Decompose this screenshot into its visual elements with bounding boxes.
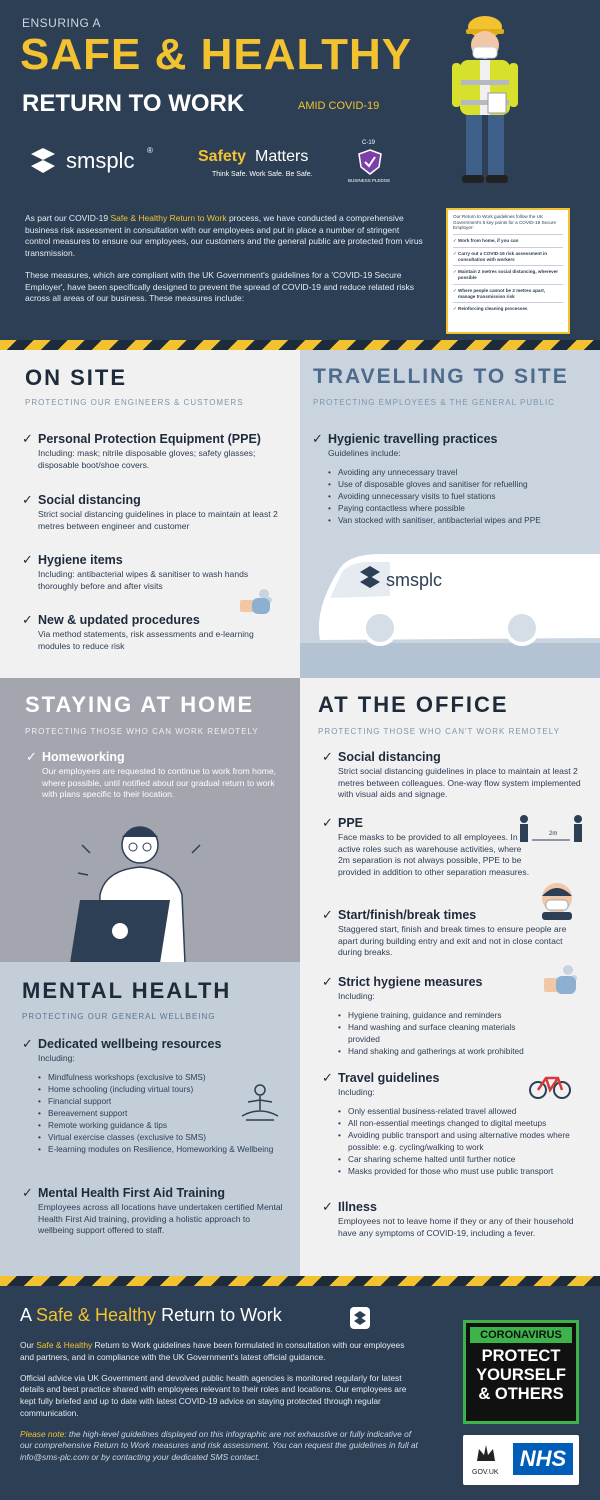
footer-note-label: Please note: bbox=[20, 1428, 67, 1439]
mental-item-firstaid-heading: ✓ Mental Health First Aid Training bbox=[22, 1186, 287, 1200]
travel-guideline-item: • Avoiding public transport and using alternative modes where possible: e.g. cycling/walking to work bbox=[338, 1129, 597, 1153]
office-travel-list bbox=[322, 1105, 597, 1177]
header-subheadline: RETURN TO WORK bbox=[22, 90, 245, 117]
sms-logo-text: smsplc bbox=[66, 148, 135, 173]
coronavirus-badge bbox=[463, 1320, 579, 1424]
travel-item-text: Guidelines include: bbox=[328, 448, 401, 458]
card-list-item: ✓ Reinforcing cleaning processes bbox=[453, 302, 563, 315]
mental-list-item: • Home schooling (including virtual tours) bbox=[38, 1083, 282, 1095]
handwash-icon bbox=[540, 962, 582, 1004]
header-headline: SAFE & HEALTHY bbox=[20, 30, 413, 79]
travel-guideline-item: • Only essential business-related travel allowed bbox=[338, 1105, 597, 1117]
card-intro: Our Return to Work guidelines follow the UK Government's 5 key points for a COVID-19 Secure Employer: bbox=[453, 214, 557, 231]
travel-subtitle: PROTECTING EMPLOYEES & THE GENERAL PUBLIC bbox=[313, 398, 555, 407]
logo-row bbox=[22, 140, 442, 190]
sms-logo-icon bbox=[27, 146, 59, 176]
gov-nhs-badge bbox=[463, 1435, 579, 1485]
mental-title: MENTAL HEALTH bbox=[22, 978, 232, 1003]
intro-p1b: process, we have conducted a comprehensive business risk assessment in consultation with our employees and put in place a number of stringent control measures to ensure our employees, our customers and the general public are protected from virus transmission. bbox=[25, 213, 423, 259]
onsite-item-procedures-text: Via method statements, risk assessments and e-learning modules to reduce risk bbox=[38, 629, 254, 651]
mental-list-item: • Financial support bbox=[38, 1095, 282, 1107]
distance-label: 2m bbox=[549, 831, 558, 837]
travel-item bbox=[312, 432, 597, 526]
gov-label: GOV.UK bbox=[472, 1469, 499, 1476]
office-item-hygiene-text: Including: bbox=[338, 991, 375, 1001]
office-item-distancing-heading: ✓ Social distancing bbox=[322, 750, 582, 764]
intro-p2: These measures, which are compliant with the UK Government's guidelines for a 'COVID-19 Secure Employer', have been specifically designed to prevent the spread of COVID-19 and reduce related risks across all areas of our business. These measures include: bbox=[25, 269, 415, 304]
travel-list-item: • Use of disposable gloves and sanitiser for refuelling bbox=[328, 478, 597, 490]
corona-line2: YOURSELF bbox=[476, 1365, 566, 1384]
travel-title: TRAVELLING TO SITE bbox=[313, 365, 569, 388]
onsite-item-procedures-heading: ✓ New & updated procedures bbox=[22, 613, 287, 627]
home-title: STAYING AT HOME bbox=[25, 692, 255, 717]
hygiene-list-item: • Hand shaking and gatherings at work prohibited bbox=[338, 1045, 532, 1057]
corona-line3: & OTHERS bbox=[478, 1384, 564, 1403]
mental-list-item: • Bereavement support bbox=[38, 1107, 282, 1119]
office-item-illness-text: Employees not to leave home if they or any of their household have any symptoms of COVID-19, including a fever. bbox=[338, 1216, 574, 1238]
office-item-ppe-text: Face masks to be provided to all employees. In active roles such as warehouse activities, where 2m separation is not always possible, PPE to be provided in addition to other separation measures. bbox=[338, 832, 530, 877]
homeworker-laptop-icon bbox=[60, 815, 220, 963]
footer-p2: Official advice via UK Government and devolved public health agencies is monitored regularly for latest details and best practice shared with employees relevant to their roles and locations. Our employees are kept fully briefed and up to date with latest COVID-19 advice on staying protected through regular communication. bbox=[20, 1372, 407, 1418]
intro-p1-highlight: Safe & Healthy Return to Work bbox=[110, 213, 227, 223]
hygiene-list-item: • Hygiene training, guidance and reminders bbox=[338, 1009, 532, 1021]
safetymatters-tagline: Think Safe. Work Safe. Be Safe. bbox=[212, 171, 313, 178]
card-list bbox=[453, 234, 563, 315]
mental-item-firstaid-text: Employees across all locations have undertaken certified Mental Health First Aid training, providing a holistic approach to wellbeing support offered to staff. bbox=[38, 1202, 283, 1236]
travel-list-item: • Avoiding any unnecessary travel bbox=[328, 466, 597, 478]
hazard-stripe-top bbox=[0, 340, 600, 350]
onsite-item-ppe bbox=[22, 432, 287, 471]
onsite-item-hygiene-text: Including: antibacterial wipes & sanitiser to wash hands thoroughly before and after visits bbox=[38, 569, 249, 591]
onsite-item-distancing-heading: ✓ Social distancing bbox=[22, 493, 287, 507]
onsite-item-hygiene bbox=[22, 553, 262, 592]
home-item bbox=[26, 750, 288, 801]
travel-guideline-item: • Car sharing scheme halted until further notice bbox=[338, 1153, 597, 1165]
footer-p1a: Our bbox=[20, 1340, 37, 1350]
mental-item-wellbeing-text: Including: bbox=[38, 1053, 75, 1063]
onsite-item-ppe-text: Including: mask; nitrile disposable gloves; safety glasses; disposable boot/shoe covers. bbox=[38, 448, 256, 470]
nhs-logo: NHS bbox=[513, 1443, 573, 1475]
office-hygiene-list bbox=[322, 1009, 532, 1057]
sms-logo-icon bbox=[350, 1307, 370, 1329]
office-item-ppe bbox=[322, 816, 532, 878]
home-item-text: Our employees are requested to continue to work from home, where possible, until notified about our gradual return to work with plans specific to their location. bbox=[42, 766, 277, 800]
onsite-item-distancing bbox=[22, 493, 287, 532]
hygiene-list-item: • Hand washing and surface cleaning materials provided bbox=[338, 1021, 532, 1045]
home-item-heading: ✓ Homeworking bbox=[26, 750, 288, 764]
office-item-illness bbox=[322, 1200, 587, 1239]
mental-list-item: • Virtual exercise classes (exclusive to SMS) bbox=[38, 1131, 282, 1143]
office-item-breaks-text: Staggered start, finish and break times to ensure people are apart during building entry and exit and not in close contact during breaks. bbox=[338, 924, 567, 958]
mental-subtitle: PROTECTING OUR GENERAL WELLBEING bbox=[22, 1012, 216, 1021]
home-subtitle: PROTECTING THOSE WHO CAN WORK REMOTELY bbox=[25, 727, 259, 736]
handwash-icon bbox=[236, 586, 276, 618]
mental-list-item: • Remote working guidance & tips bbox=[38, 1119, 282, 1131]
travel-guideline-item: • Masks provided for those who must use public transport bbox=[338, 1165, 597, 1177]
card-list-item: ✓ Maintain 2 metres social distancing, wherever possible bbox=[453, 265, 563, 283]
van-illustration-icon bbox=[300, 548, 600, 678]
corona-top: CORONAVIRUS bbox=[470, 1327, 572, 1343]
bicycle-icon bbox=[528, 1070, 572, 1100]
card-list-item: ✓ Where people cannot be 2 metres apart, manage transmission risk bbox=[453, 284, 563, 302]
travel-list-item: • Van stocked with sanitiser, antibacterial wipes and PPE bbox=[328, 514, 597, 526]
safetymatters-logo-b: Matters bbox=[255, 148, 309, 165]
mental-list-item: • E-learning modules on Resilience, Homeworking & Wellbeing bbox=[38, 1143, 282, 1155]
onsite-item-hygiene-heading: ✓ Hygiene items bbox=[22, 553, 262, 567]
footer-title bbox=[20, 1305, 282, 1326]
header-amid: AMID COVID-19 bbox=[298, 100, 380, 112]
safetymatters-logo-a: Safety bbox=[198, 148, 247, 165]
c19-label: C-19 bbox=[362, 140, 376, 146]
office-item-illness-heading: ✓ Illness bbox=[322, 1200, 587, 1214]
office-item-travel-text: Including: bbox=[338, 1087, 375, 1097]
office-item-breaks bbox=[322, 908, 584, 959]
onsite-item-ppe-heading: ✓ Personal Protection Equipment (PPE) bbox=[22, 432, 287, 446]
footer-note: the high-level guidelines displayed on this infographic are not exhaustive or fully indicative of our comprehensive Return to Work measures and risk assessment. You can request the guidelines in full at info@sms-plc.com or by contacting your dedicated SMS contact. bbox=[20, 1428, 418, 1463]
footer-title-a: A bbox=[20, 1305, 37, 1325]
van-logo-text: smsplc bbox=[386, 570, 443, 590]
onsite-item-distancing-text: Strict social distancing guidelines in place to maintain at least 2 metres between engineer and customer bbox=[38, 509, 278, 531]
crown-icon bbox=[475, 1441, 497, 1465]
intro-p1a: As part our COVID-19 bbox=[25, 213, 111, 223]
mental-item-firstaid bbox=[22, 1186, 287, 1237]
office-subtitle: PROTECTING THOSE WHO CAN'T WORK REMOTELY bbox=[318, 727, 560, 736]
onsite-title: ON SITE bbox=[25, 365, 128, 390]
mental-list-item: • Mindfulness workshops (exclusive to SMS) bbox=[38, 1071, 282, 1083]
onsite-subtitle: PROTECTING OUR ENGINEERS & CUSTOMERS bbox=[25, 398, 244, 407]
travel-list bbox=[312, 466, 597, 526]
travel-guideline-item: • All non-essential meetings changed to digital meetups bbox=[338, 1117, 597, 1129]
intro-text bbox=[25, 213, 425, 315]
onsite-item-procedures bbox=[22, 613, 287, 652]
office-item-travel-heading: ✓ Travel guidelines bbox=[322, 1071, 597, 1085]
c19-pledge: BUSINESS PLEDGE bbox=[348, 178, 391, 183]
office-item-ppe-heading: ✓ PPE bbox=[322, 816, 532, 830]
office-item-distancing bbox=[322, 750, 582, 801]
footer-p1-highlight: Safe & Healthy bbox=[36, 1340, 93, 1350]
worker-illustration-icon bbox=[440, 5, 530, 190]
office-title: AT THE OFFICE bbox=[318, 692, 509, 717]
footer-title-b: Return to Work bbox=[156, 1305, 282, 1325]
five-points-card bbox=[446, 208, 570, 334]
office-item-breaks-heading: ✓ Start/finish/break times bbox=[322, 908, 584, 922]
footer-text bbox=[20, 1340, 420, 1473]
travel-list-item: • Paying contactless where possible bbox=[328, 502, 597, 514]
footer-title-highlight: Safe & Healthy bbox=[36, 1305, 157, 1325]
travel-item-heading: ✓ Hygienic travelling practices bbox=[312, 432, 597, 446]
shield-icon bbox=[358, 149, 382, 175]
travel-list-item: • Avoiding unnecessary visits to fuel stations bbox=[328, 490, 597, 502]
card-list-item: ✓ Carry out a COVID-19 risk assessment in consultation with workers bbox=[453, 247, 563, 265]
office-item-hygiene-heading: ✓ Strict hygiene measures bbox=[322, 975, 584, 989]
header-ensuring: ENSURING A bbox=[22, 16, 102, 30]
office-item-distancing-text: Strict social distancing guidelines in place to maintain at least 2 metres between colleagues. One-way flow system implemented with visual aids and signage. bbox=[338, 766, 581, 800]
meditation-icon bbox=[236, 1082, 284, 1126]
corona-line1: PROTECT bbox=[481, 1347, 561, 1365]
hazard-stripe-bottom bbox=[0, 1276, 600, 1286]
mental-item-wellbeing-heading: ✓ Dedicated wellbeing resources bbox=[22, 1037, 282, 1051]
sms-logo-reg: ® bbox=[147, 146, 153, 155]
card-list-item: ✓ Work from home, if you can bbox=[453, 234, 563, 247]
two-metre-distance-icon bbox=[518, 814, 588, 846]
footer-p1b: Return to Work guidelines have been formulated in consultation with our employees and partners, and in compliance with the UK Government's latest official guidance. bbox=[20, 1340, 405, 1362]
